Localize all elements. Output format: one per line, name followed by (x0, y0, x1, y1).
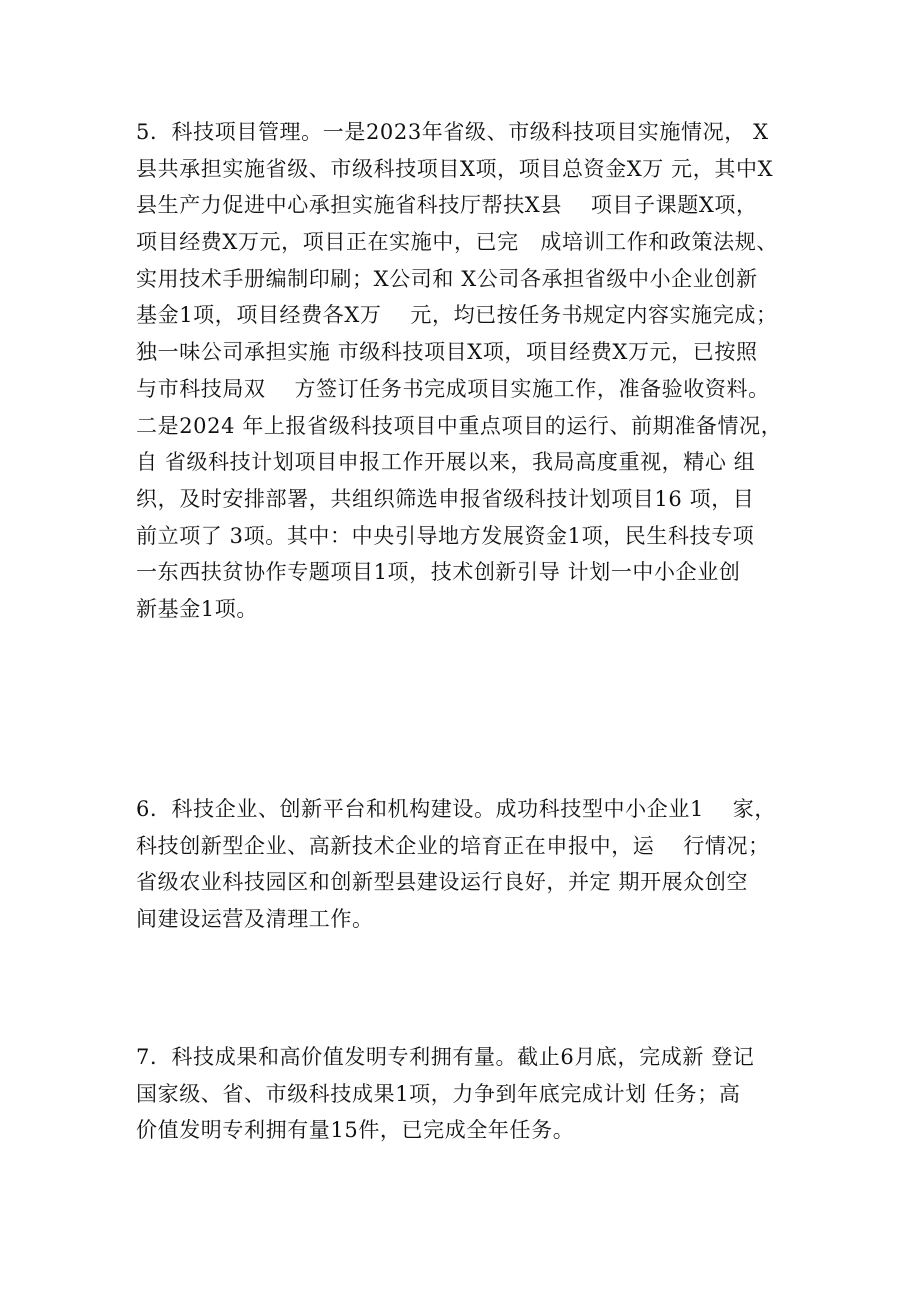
section-7-achievements-patents (136, 1039, 816, 1149)
text-line: 与市科技局双 方签订任务书完成项目实施工作，准备验收资料。 (136, 376, 770, 401)
text-line: 间建设运营及清理工作。 (136, 907, 374, 932)
text-line: 价值发明专利拥有量15件，已完成全年任务。 (136, 1118, 575, 1143)
text-line: 基金1项，项目经费各X万 元，均已按任务书规定内容实施完成； (136, 303, 778, 328)
text-line: 独一味公司承担实施 市级科技项目X项，项目经费X万元，已按照 (136, 340, 758, 365)
text-line: 实用技术手册编制印刷；X公司和 X公司各承担省级中小企业创新 (136, 266, 758, 291)
text-line: 项目经费X万元，项目正在实施中，已完 成培训工作和政策法规、 (136, 230, 778, 255)
text-line: 省级农业科技园区和创新型县建设运行良好，并定 期开展众创空 (136, 870, 749, 895)
text-line: 国家级、省、市级科技成果1项，力争到年底完成计划 任务；高 (136, 1081, 741, 1106)
text-line: 前立项了 3项。其中：中央引导地方发展资金1项，民生科技专项 (136, 523, 755, 548)
section-6-enterprises-platforms (136, 791, 816, 938)
text-line: 织，及时安排部署，共组织筛选申报省级科技计划项目16 项，目 (136, 486, 755, 511)
text-line: 县生产力促进中心承担实施省科技厅帮扶X县 项目子课题X项， (136, 193, 758, 218)
text-line: 一东西扶贫协作专题项目1项，技术创新引导 计划一中小企业创 (136, 560, 741, 585)
text-line: 县共承担实施省级、市级科技项目X项，项目总资金X万 元，其中X (136, 156, 774, 181)
text-line: 新基金1项。 (136, 596, 258, 621)
text-line: 科技创新型企业、高新技术企业的培育正在申报中，运 行情况； (136, 833, 770, 858)
section-5-technology-project-management (136, 114, 816, 628)
text-line: 二是2024 年上报省级科技项目中重点项目的运行、前期准备情况， (136, 413, 783, 438)
text-line: 6．科技企业、创新平台和机构建设。成功科技型中小企业1 家， (136, 797, 776, 821)
text-line: 7．科技成果和高价值发明专利拥有量。截止6月底，完成新 登记 (136, 1045, 755, 1069)
text-line: 自 省级科技计划项目申报工作开展以来，我局高度重视，精心 组 (136, 450, 756, 475)
text-line: 5．科技项目管理。一是2023年省级、市级科技项目实施情况， X (136, 120, 769, 144)
